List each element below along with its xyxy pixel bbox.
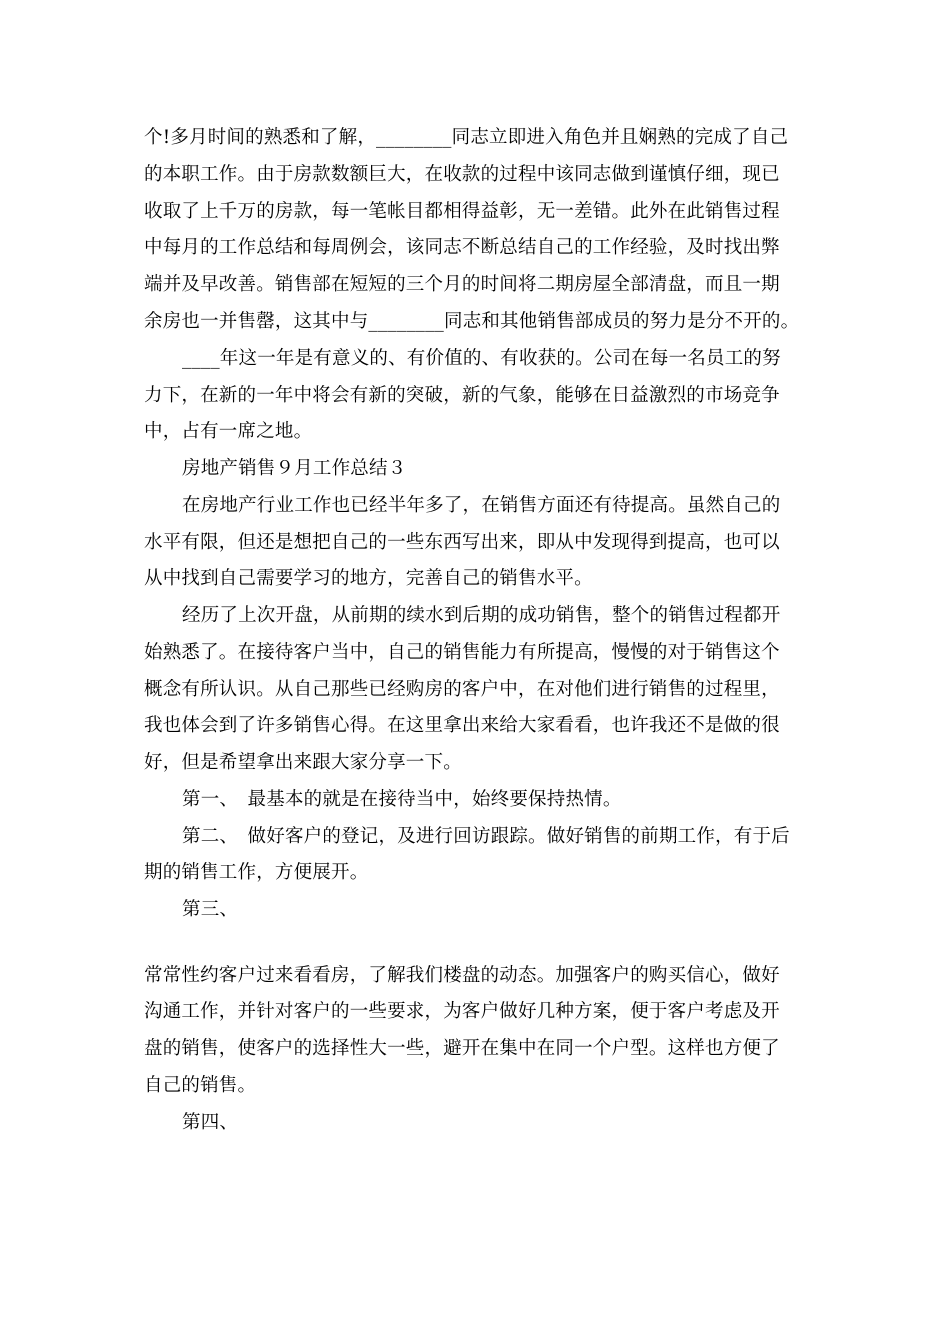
list-item: 第三、 [182, 899, 239, 920]
text-line: 自己的销售。 [144, 1075, 257, 1096]
text-line: 端并及早改善。销售部在短短的三个月的时间将二期房屋全部清盘，而且一期 [144, 274, 780, 295]
text-line: 我也体会到了许多销售心得。在这里拿出来给大家看看，也许我还不是做的很 [144, 715, 780, 736]
text-line: 始熟悉了。在接待客户当中，自己的销售能力有所提高，慢慢的对于销售这个 [144, 642, 780, 663]
text-line: 期的销售工作，方便展开。 [144, 862, 369, 883]
text-line: 个!多月时间的熟悉和了解，________同志立即进入角色并且娴熟的完成了自己 [144, 127, 789, 148]
list-item: 第一、 最基本的就是在接待当中，始终要保持热情。 [182, 789, 622, 810]
list-item: 第二、 做好客户的登记，及进行回访跟踪。做好销售的前期工作，有于后 [182, 826, 790, 847]
section-heading: 房地产销售９月工作总结３ [182, 458, 407, 479]
text-line: 在房地产行业工作也已经半年多了，在销售方面还有待提高。虽然自己的 [182, 495, 781, 516]
text-line: 中，占有一席之地。 [144, 421, 313, 442]
text-line: 好，但是希望拿出来跟大家分享一下。 [144, 752, 462, 773]
text-line: 的本职工作。由于房款数额巨大，在收款的过程中该同志做到谨慎仔细，现已 [144, 164, 780, 185]
text-line: 常常性约客户过来看看房，了解我们楼盘的动态。加强客户的购买信心，做好 [144, 965, 780, 986]
text-line: 收取了上千万的房款，每一笔帐目都相得益彰，无一差错。此外在此销售过程 [144, 201, 780, 222]
text-line: 经历了上次开盘，从前期的续水到后期的成功销售，整个的销售过程都开 [182, 605, 781, 626]
text-line: 盘的销售，使客户的选择性大一些，避开在集中在同一个户型。这样也方便了 [144, 1038, 780, 1059]
text-line: 中每月的工作总结和每周例会，该同志不断总结自己的工作经验，及时找出弊 [144, 237, 780, 258]
text-line: 力下，在新的一年中将会有新的突破，新的气象，能够在日益激烈的市场竞争 [144, 385, 780, 406]
text-line: 从中找到自己需要学习的地方，完善自己的销售水平。 [144, 568, 593, 589]
list-item: 第四、 [182, 1112, 239, 1133]
text-line: 概念有所认识。从自己那些已经购房的客户中，在对他们进行销售的过程里， [144, 679, 780, 700]
text-line: ____年这一年是有意义的、有价值的、有收获的。公司在每一名员工的努 [182, 348, 781, 369]
text-line: 水平有限，但还是想把自己的一些东西写出来，即从中发现得到提高，也可以 [144, 532, 780, 553]
text-line: 余房也一并售罄，这其中与________同志和其他销售部成员的努力是分不开的。 [144, 311, 800, 332]
text-line: 沟通工作，并针对客户的一些要求，为客户做好几种方案，便于客户考虑及开 [144, 1001, 780, 1022]
